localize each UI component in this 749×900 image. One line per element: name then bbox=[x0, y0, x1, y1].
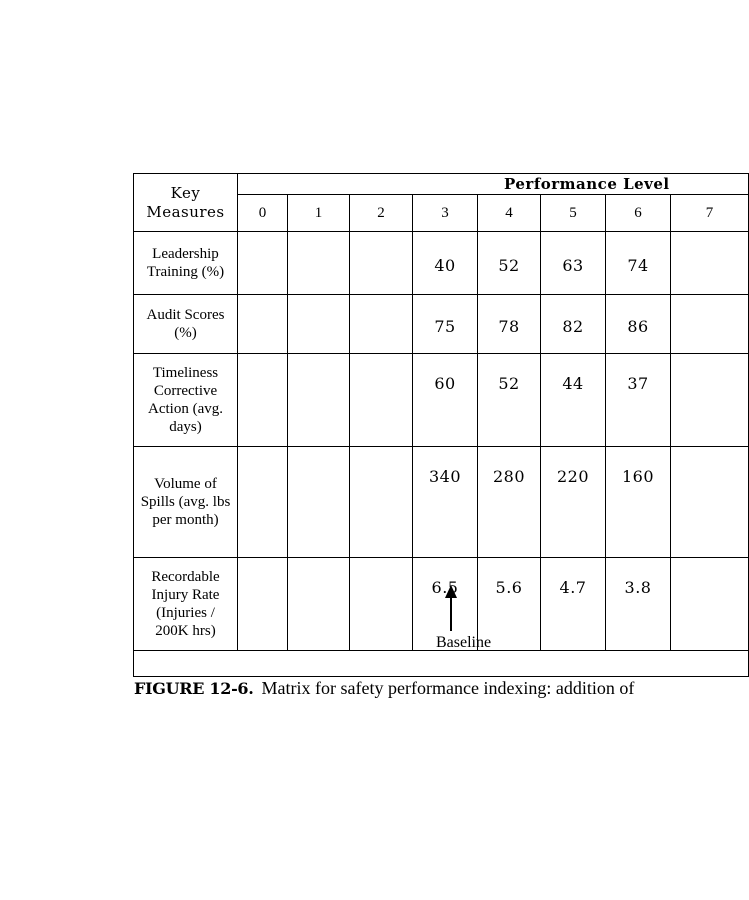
table-cell: 44 bbox=[541, 354, 606, 447]
baseline-arrow bbox=[443, 585, 459, 631]
key-measures-header: Key Measures bbox=[134, 174, 238, 232]
level-header: 7 bbox=[671, 195, 749, 232]
table-cell: 82 bbox=[541, 295, 606, 354]
caption-text: Matrix for safety performance indexing: addition of bbox=[261, 678, 635, 698]
table-cell bbox=[350, 558, 413, 651]
level-header: 4 bbox=[478, 195, 541, 232]
table-cell: 63 bbox=[541, 232, 606, 295]
level-header: 0 bbox=[238, 195, 288, 232]
baseline-label: Baseline bbox=[436, 634, 492, 651]
measure-label: Timeliness Corrective Action (avg. days) bbox=[134, 354, 238, 447]
table-cell: 52 bbox=[478, 232, 541, 295]
caption-label: FIGURE 12-6. bbox=[134, 679, 254, 698]
table-footer-cell bbox=[134, 651, 749, 677]
arrow-shaft bbox=[450, 597, 452, 631]
measure-label: Volume of Spills (avg. lbs per month) bbox=[134, 447, 238, 558]
table-cell bbox=[350, 354, 413, 447]
table-cell: 60 bbox=[413, 354, 478, 447]
table-cell: 52 bbox=[478, 354, 541, 447]
table-cell bbox=[671, 447, 749, 558]
table-cell bbox=[350, 232, 413, 295]
table-cell bbox=[288, 558, 350, 651]
table-cell: 74 bbox=[606, 232, 671, 295]
table-row bbox=[134, 295, 749, 354]
table-cell: 37 bbox=[606, 354, 671, 447]
performance-level-header: Performance Level bbox=[238, 174, 749, 195]
measure-label: Leadership Training (%) bbox=[134, 232, 238, 295]
table-cell: 6.5 bbox=[413, 558, 478, 651]
table-cell bbox=[671, 558, 749, 651]
table-cell bbox=[671, 295, 749, 354]
table-cell: 4.7 bbox=[541, 558, 606, 651]
table-cell: 86 bbox=[606, 295, 671, 354]
table-row bbox=[134, 447, 749, 558]
table-cell: 340 bbox=[413, 447, 478, 558]
table-footer-row bbox=[134, 651, 749, 677]
level-header: 6 bbox=[606, 195, 671, 232]
level-header: 2 bbox=[350, 195, 413, 232]
table-cell bbox=[288, 354, 350, 447]
table-cell: 3.8 bbox=[606, 558, 671, 651]
table-cell bbox=[288, 232, 350, 295]
measure-label: Audit Scores (%) bbox=[134, 295, 238, 354]
table-cell: 78 bbox=[478, 295, 541, 354]
level-header: 3 bbox=[413, 195, 478, 232]
measure-label: Recordable Injury Rate (Injuries / 200K hrs) bbox=[134, 558, 238, 651]
table-cell: 220 bbox=[541, 447, 606, 558]
table-cell: 40 bbox=[413, 232, 478, 295]
table-cell bbox=[238, 295, 288, 354]
table-cell bbox=[350, 447, 413, 558]
table-cell: 5.6 bbox=[478, 558, 541, 651]
table-cell bbox=[288, 295, 350, 354]
table-cell bbox=[238, 558, 288, 651]
table-cell: 160 bbox=[606, 447, 671, 558]
table-cell bbox=[238, 232, 288, 295]
level-header: 1 bbox=[288, 195, 350, 232]
table-cell bbox=[238, 354, 288, 447]
table-cell bbox=[671, 232, 749, 295]
matrix-table bbox=[133, 173, 749, 677]
figure-caption bbox=[134, 678, 681, 699]
table-cell: 280 bbox=[478, 447, 541, 558]
level-header: 5 bbox=[541, 195, 606, 232]
table-cell bbox=[238, 447, 288, 558]
table-row bbox=[134, 232, 749, 295]
table-cell bbox=[350, 295, 413, 354]
table-cell: 75 bbox=[413, 295, 478, 354]
performance-matrix bbox=[133, 173, 714, 639]
table-cell bbox=[671, 354, 749, 447]
table-row bbox=[134, 354, 749, 447]
table-cell bbox=[288, 447, 350, 558]
